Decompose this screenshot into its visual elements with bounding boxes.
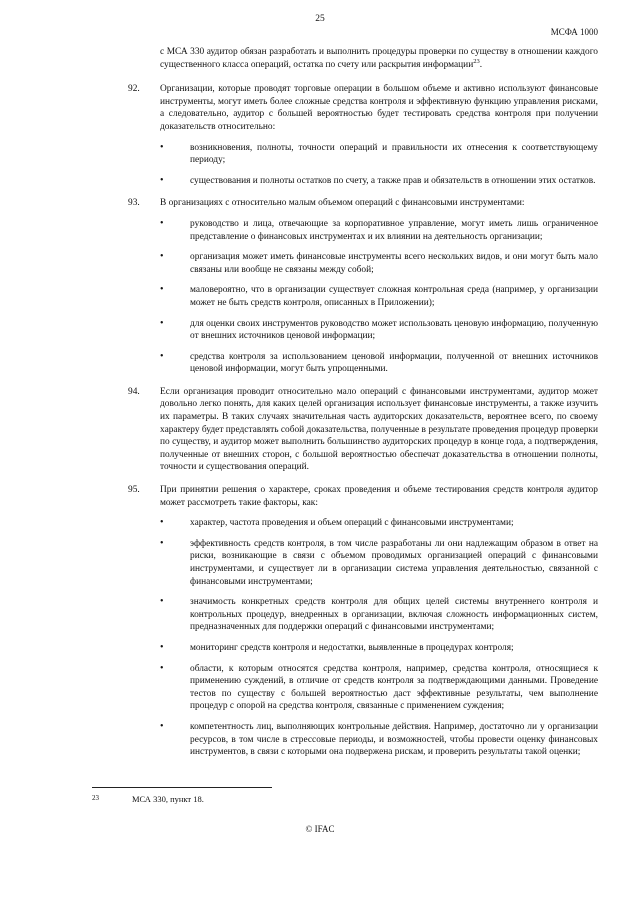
numbered-paragraph — [92, 83, 598, 187]
bullet-item: • руководство и лица, отвечающие за корпоративное управление, могут иметь лишь ограниченное представление о финансовых инструментах и их влиянии на деятельность организации; — [160, 218, 598, 243]
page-content — [92, 46, 598, 769]
paragraph-text: Организации, которые проводят торговые операции в большом объеме и активно используют финансовые инструменты, могут иметь более сложные средства контроля и эффективную функцию управления рисками, а следовательно, аудитор с большей вероятностью будет тестировать средства контроля при получении доказательств относительно: — [160, 84, 598, 132]
footnote-number: 23 — [92, 794, 99, 802]
bullet-item: • для оценки своих инструментов руководство может использовать ценовую информацию, полученную от внешних источников ценовой информации; — [160, 318, 598, 343]
bullet-item: • области, к которым относятся средства контроля, например, средства контроля, относящиеся к применению суждений, в отличие от средств контроля за подтверждающими данными. Проведение тестов по существу с большей вероятностью даст эффективные результаты, чем выполнение процедур с опорой на средства контроля, связанные с применением суждения; — [160, 663, 598, 713]
paragraph-number: 94. — [128, 386, 140, 397]
footnote — [92, 794, 204, 804]
bullet-item: • мониторинг средств контроля и недостатки, выявленные в процедурах контроля; — [160, 642, 598, 655]
footnote-text: МСА 330, пункт 18. — [132, 794, 204, 804]
footnote-divider — [92, 787, 272, 788]
page-number: 25 — [315, 14, 325, 24]
bullet-list — [160, 517, 598, 759]
bullet-item: • эффективность средств контроля, в том числе разработаны ли они надлежащим образом в ответ на риски, возникающие в связи с объемом проводимых организацией операций с финансовыми инструментами, и существует ли в организации система управления деятельностью, связанной с финансовыми инструментами; — [160, 538, 598, 588]
document-code: МСФА 1000 — [550, 27, 598, 37]
numbered-paragraph — [92, 197, 598, 376]
bullet-item: • возникновения, полноты, точности операций и правильности их отнесения к соответствующему периоду; — [160, 142, 598, 167]
bullet-item: • маловероятно, что в организации существует сложная контрольная среда (например, у организации может не быть средств контроля, описанных в Приложении); — [160, 284, 598, 309]
intro-text: с МСА 330 аудитор обязан разработать и выполнить процедуры проверки по существу в отношении каждого существенного класса операций, остатка по счету или раскрытия информации — [160, 47, 598, 70]
bullet-item: • существования и полноты остатков по счету, а также прав и обязательств в отношении этих остатков. — [160, 175, 598, 188]
bullet-list — [160, 142, 598, 188]
numbered-paragraph — [92, 386, 598, 474]
bullet-item: • значимость конкретных средств контроля для общих целей системы внутреннего контроля и контрольных процедур, внедренных в организации, включая сложность информационных систем, предназначенных для поддержки операций с финансовыми инструментами; — [160, 596, 598, 634]
bullet-item: • характер, частота проведения и объем операций с финансовыми инструментами; — [160, 517, 598, 530]
page-footer: © IFAC — [305, 824, 335, 834]
paragraph-number: 93. — [128, 198, 140, 209]
paragraph-text: В организациях с относительно малым объемом операций с финансовыми инструментами: — [160, 198, 525, 209]
numbered-paragraph — [92, 484, 598, 759]
bullet-list — [160, 218, 598, 376]
bullet-item: • компетентность лиц, выполняющих контрольные действия. Например, достаточно ли у организации ресурсов, в том числе в стрессовые периоды, и возможностей, чтобы провести оценку финансовых инструментов, в связи с которыми она подвержена рискам, и проверить результаты такой оценки; — [160, 721, 598, 759]
intro-paragraph: с МСА 330 аудитор обязан разработать и выполнить процедуры проверки по существу в отношении каждого существенного класса операций, остатка по счету или раскрытия информации$^{23}$. — [160, 47, 598, 70]
bullet-item: • средства контроля за использованием ценовой информации, полученной от внешних источников ценовой информации, могут быть упрощенными. — [160, 351, 598, 376]
footnote-ref: 23 — [473, 57, 480, 65]
paragraph-text: Если организация проводит относительно мало операций с финансовыми инструментами, аудитор может довольно легко понять, для каких целей организация использует финансовые инструменты, а также изучить их параметры. В таких случаях значительная часть аудиторских доказательств, вероятнее всего, по своему характеру будет представлять собой доказательства, полученные в результате проведения процедур проверки по существу, и аудитор может выполнить большинство аудиторских процедур в конце года, а подтверждения, полученные от внешних сторон, с большой вероятностью обеспечат доказательства в отношении полноты, точности и существования операций. — [160, 386, 598, 473]
paragraph-number: 92. — [128, 84, 140, 95]
paragraph-list — [92, 83, 598, 759]
paragraph-number: 95. — [128, 485, 140, 496]
bullet-item: • организация может иметь финансовые инструменты всего нескольких видов, и они могут быть мало связаны или вообще не связаны между собой; — [160, 251, 598, 276]
paragraph-text: При принятии решения о характере, сроках проведения и объеме тестирования средств контроля аудитор может рассмотреть такие факторы, как: — [160, 485, 598, 508]
